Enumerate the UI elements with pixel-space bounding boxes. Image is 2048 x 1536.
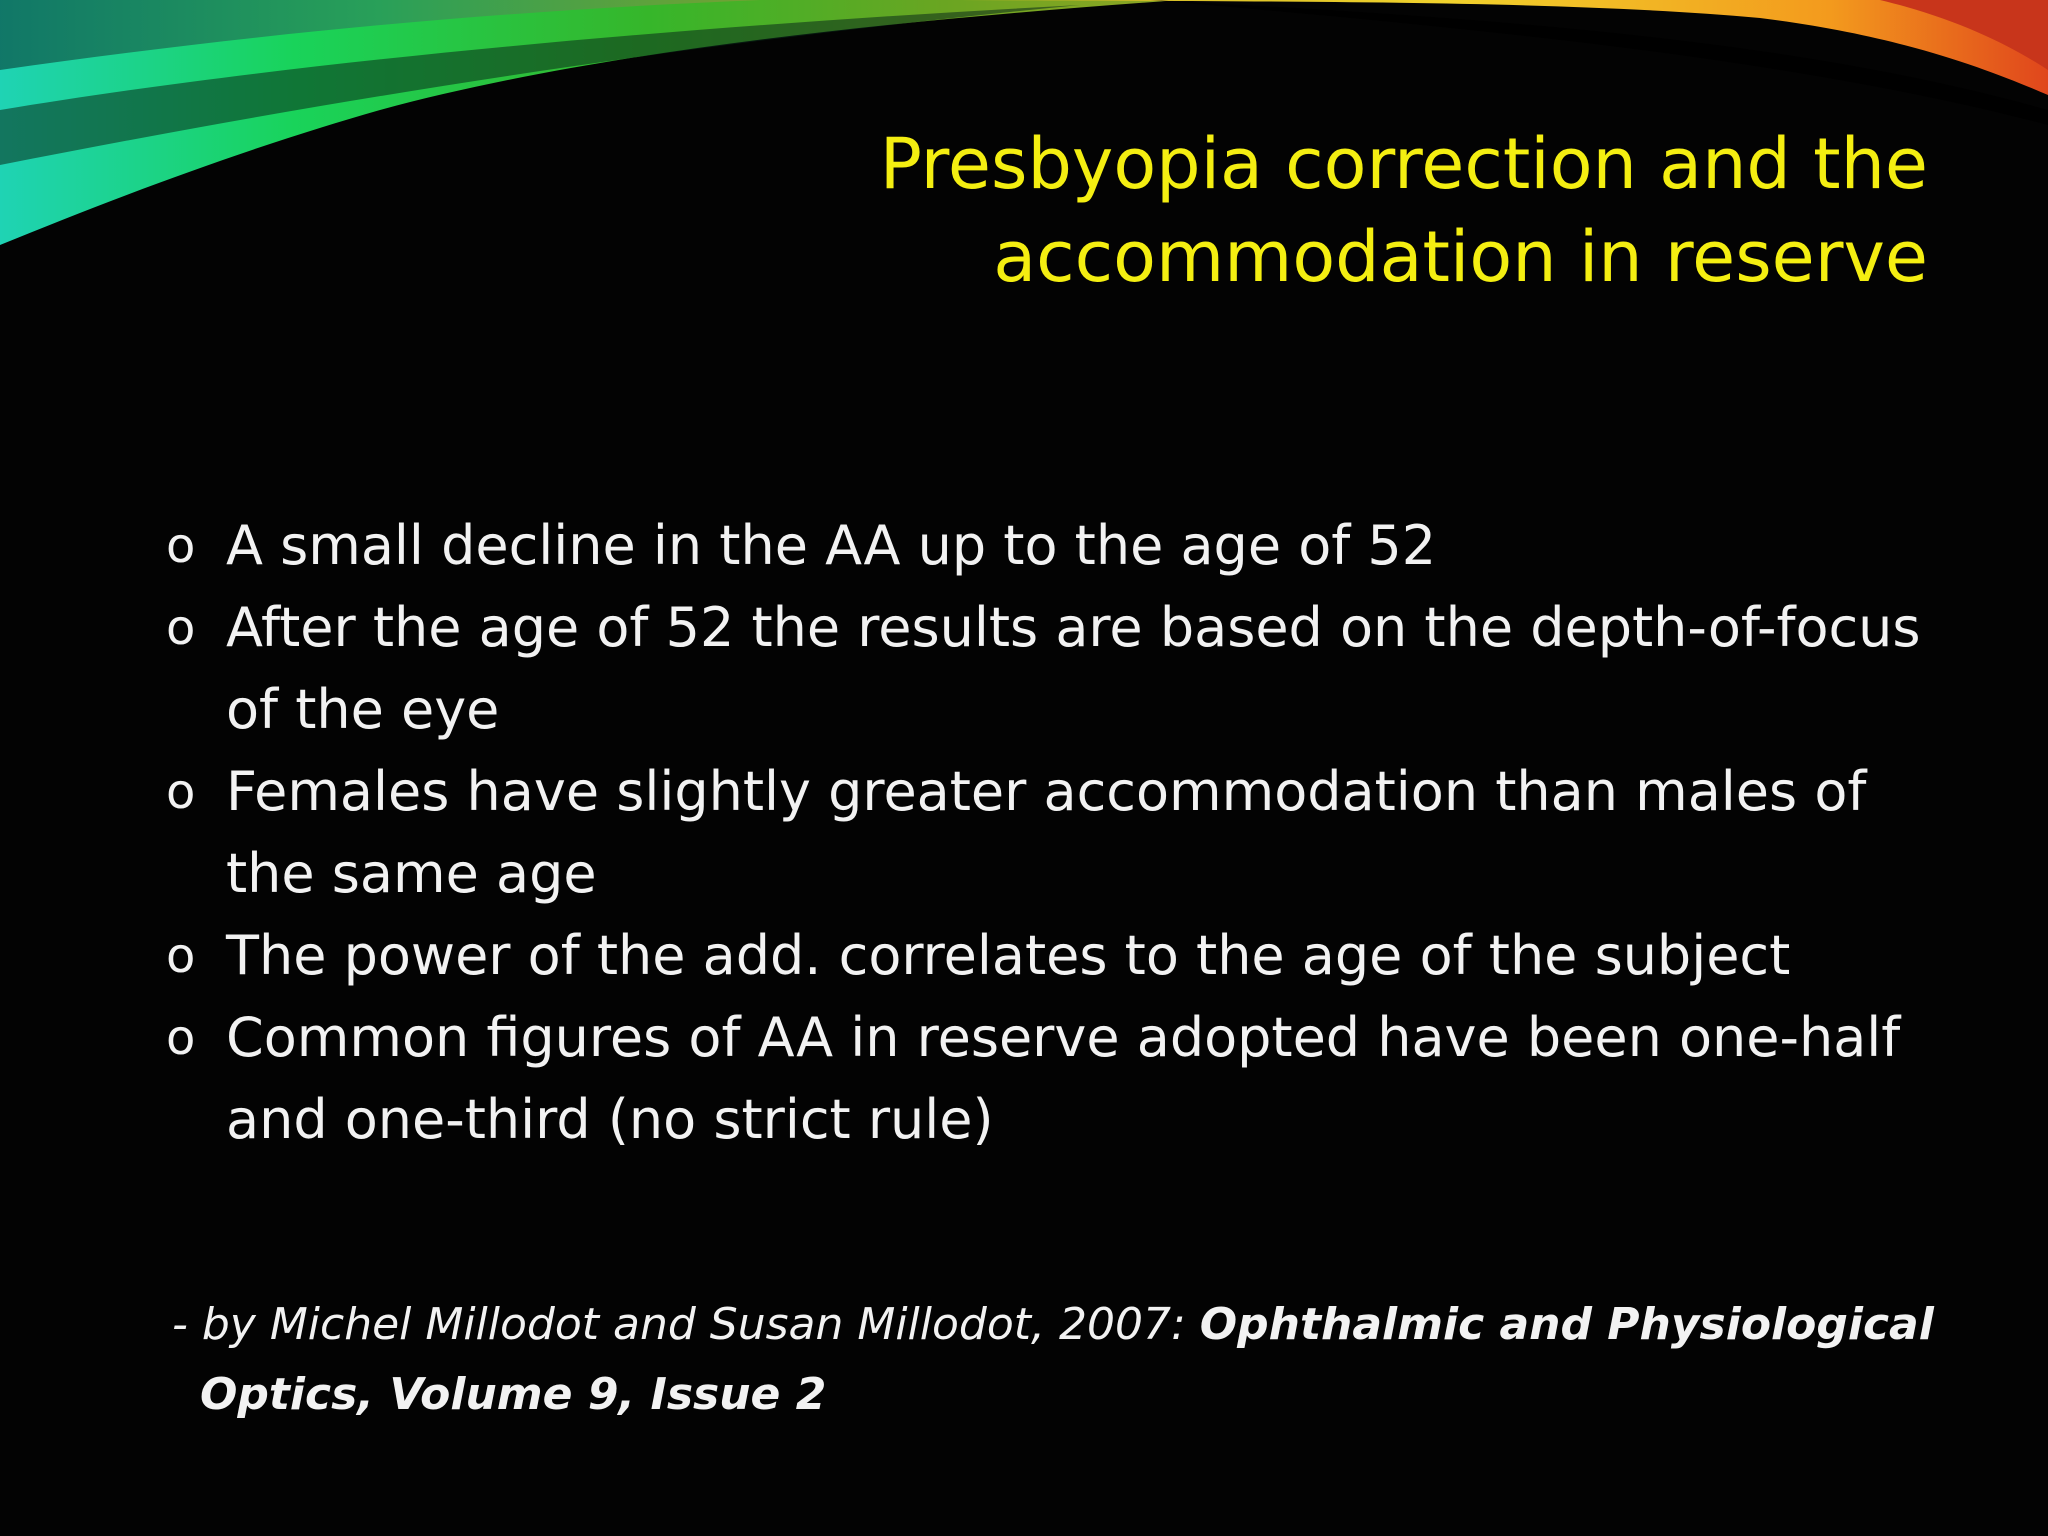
bullet-text: A small decline in the AA up to the age of 52 [226,514,1437,577]
slide-title-line-2: accommodation in reserve [993,216,1928,298]
bullet-text: The power of the add. correlates to the age of the subject [226,924,1791,987]
bullet-text: After the age of 52 the results are based on the depth-of-focus [226,596,1921,659]
citation-journal: Ophthalmic and Physiological [1199,1299,1934,1350]
bullet-marker: o [166,518,196,574]
bullet-text: and one-third (no strict rule) [226,1088,994,1151]
citation [172,1290,1992,1430]
bullet-marker: o [166,600,196,656]
slide-title-line-1: Presbyopia correction and the [879,123,1928,205]
bullet-marker: o [166,1010,196,1066]
slide-title [428,118,1928,304]
bullet-text: the same age [226,842,597,905]
bullet-marker: o [166,764,196,820]
citation-line-2 [172,1360,1992,1430]
citation-authors: - by Michel Millodot and Susan Millodot, 2007: [172,1299,1200,1350]
citation-journal-volume: Optics, Volume 9, Issue 2 [200,1369,827,1420]
bullet-list [166,505,1986,1161]
bullet-item [166,997,1986,1161]
bullet-item [166,751,1986,915]
bullet-text: of the eye [226,678,500,741]
bullet-text: Common figures of AA in reserve adopted have been one-half [226,1006,1901,1069]
citation-line-1 [172,1290,1992,1360]
bullet-item [166,915,1986,997]
bullet-item [166,587,1986,751]
bullet-item [166,505,1986,587]
bullet-marker: o [166,928,196,984]
bullet-text: Females have slightly greater accommodation than males of [226,760,1867,823]
